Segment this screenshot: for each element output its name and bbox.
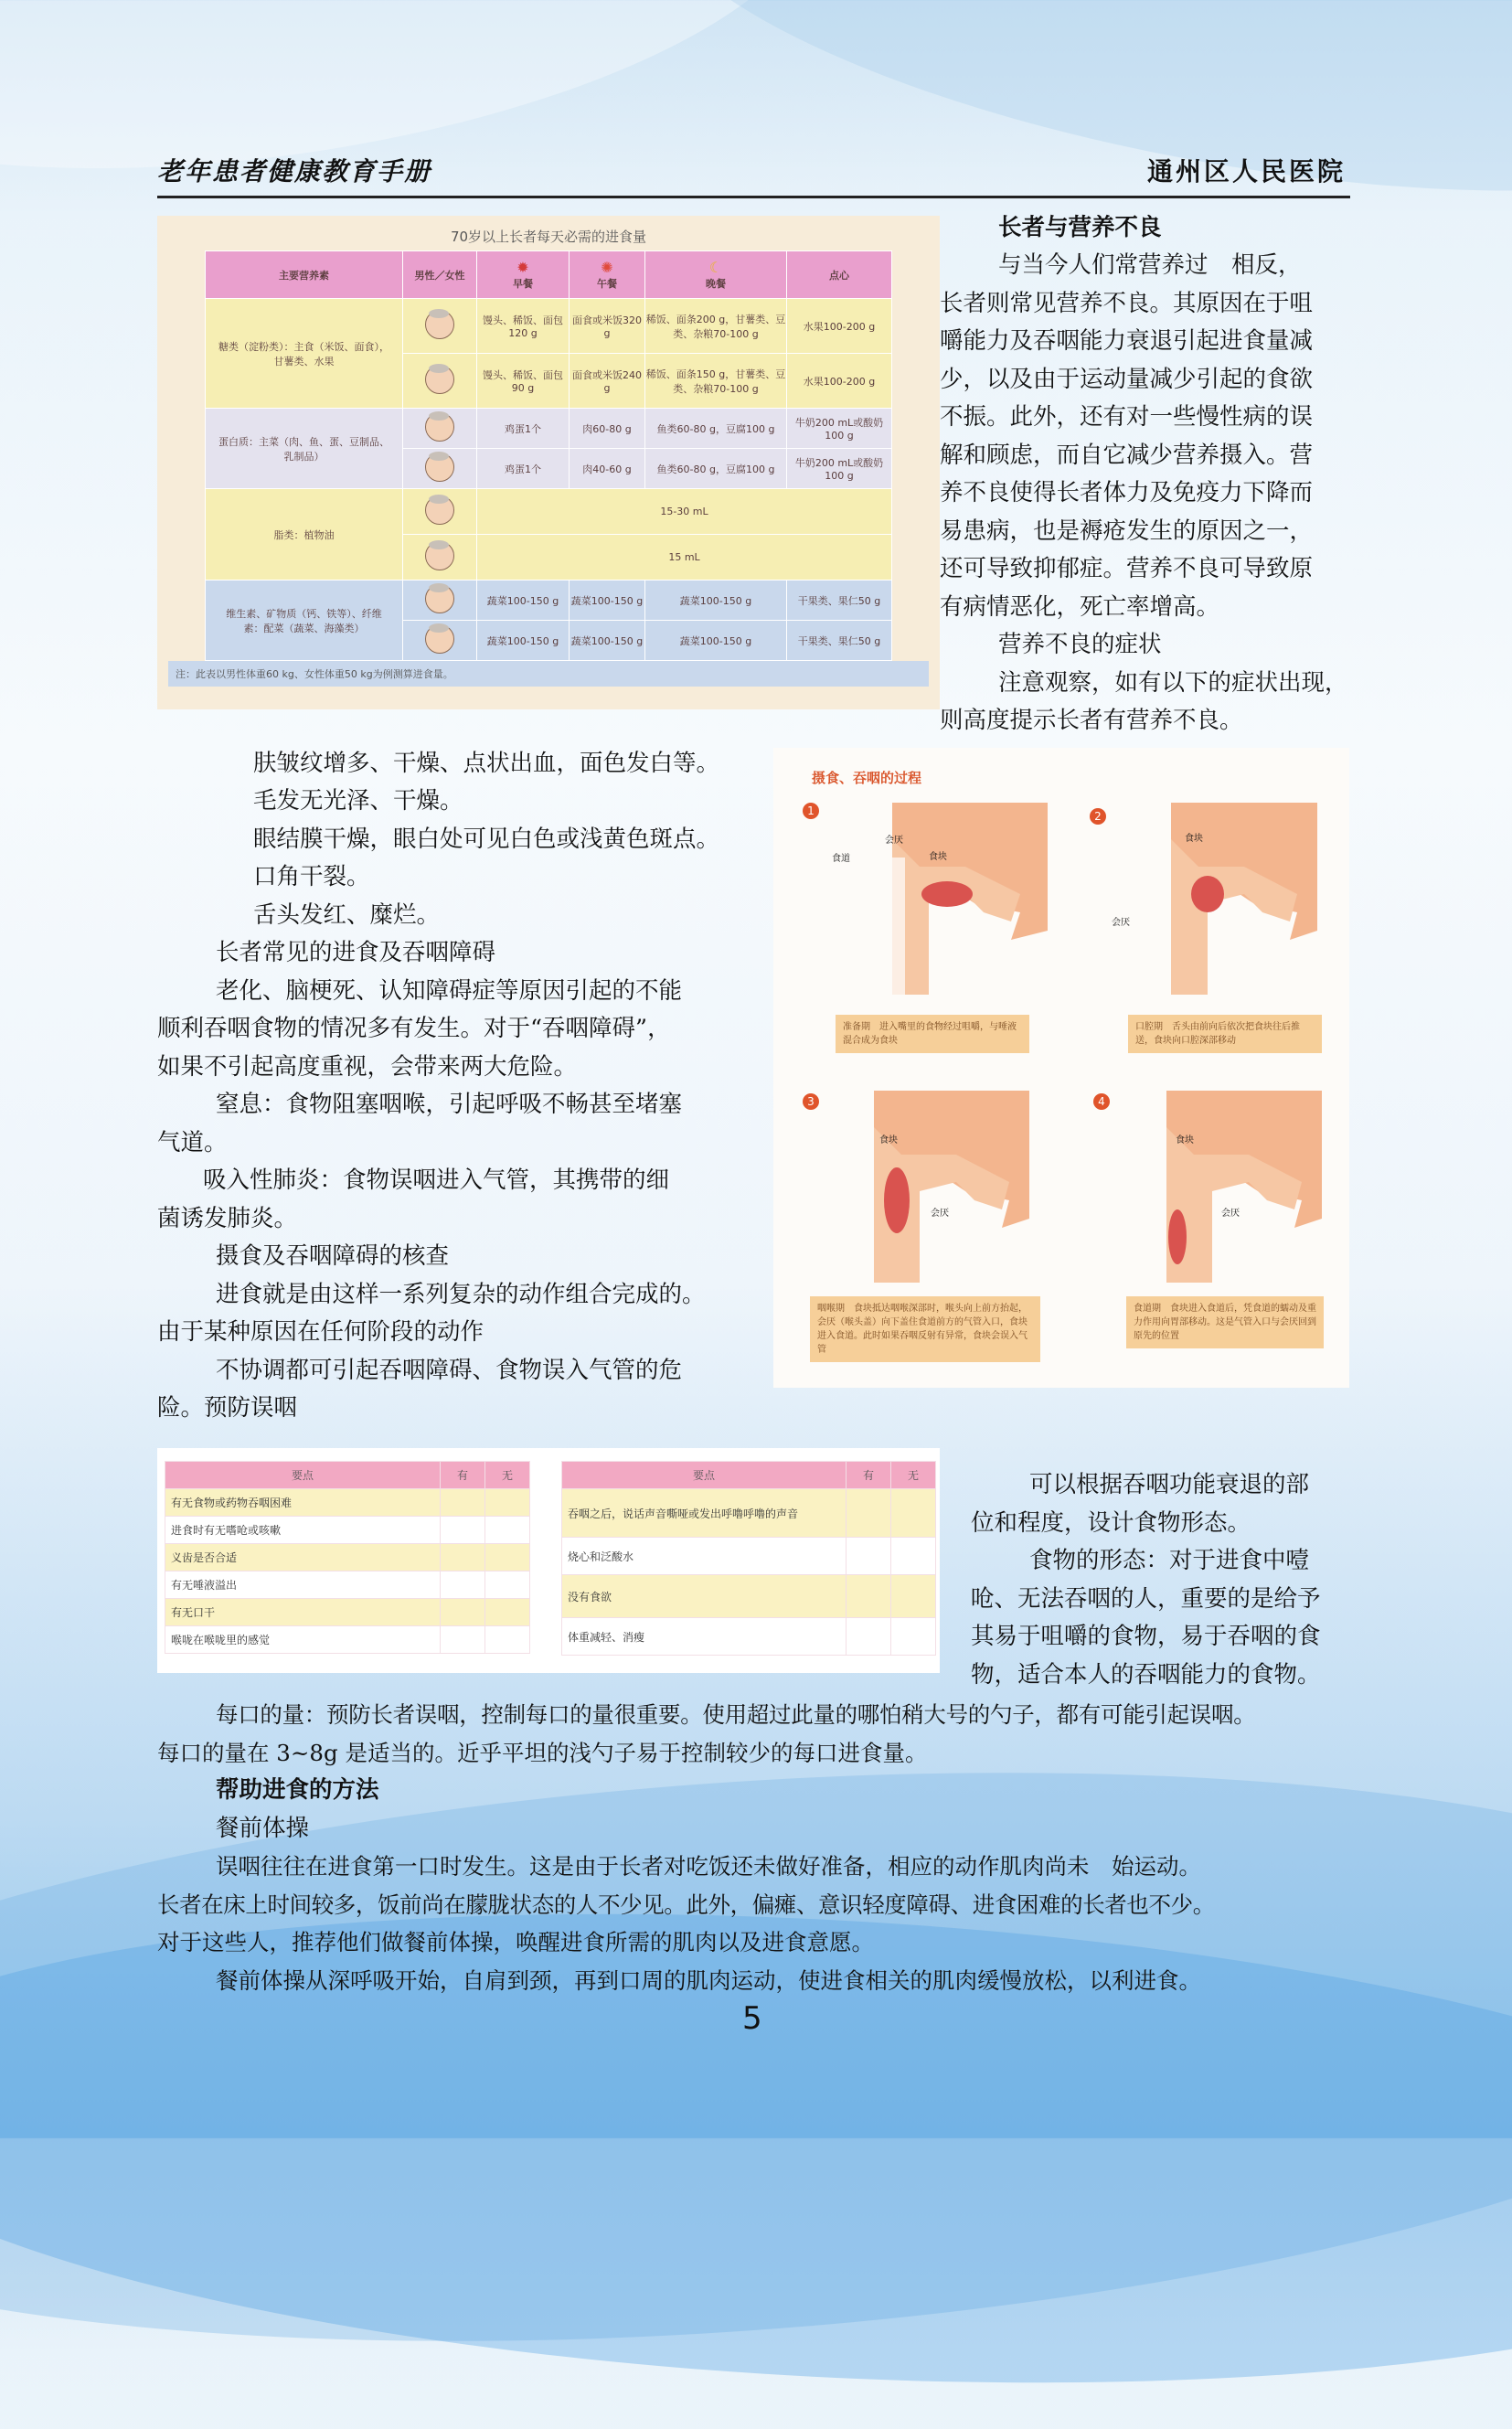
paragraph-line: 误咽往往在进食第一口时发生。这是由于长者对吃饭还未做好准备，相应的动作肌肉尚未 始运动。	[216, 1853, 1201, 1880]
col-header: 男性／女性	[403, 251, 477, 299]
paragraph-line: 嚼能力及吞咽能力衰退引起进食量减	[940, 327, 1314, 355]
step1-caption: 准备期 进入嘴里的食物经过咀嚼，与唾液混合成为食块	[836, 1015, 1029, 1053]
table-cell: 干果类、果仁50 g	[787, 621, 892, 661]
anatomy-label: 会厌	[931, 1209, 949, 1219]
checkbox-yes[interactable]	[847, 1575, 891, 1618]
step-number: 4	[1093, 1093, 1110, 1110]
checklist-item: 喉咙在喉咙里的感觉	[165, 1626, 441, 1654]
paragraph-line: 进食就是由这样一系列复杂的动作组合完成的。	[216, 1281, 706, 1308]
table-cell: 馒头、稀饭、面包120 g	[477, 299, 570, 354]
table-cell: 15-30 mL	[477, 489, 892, 535]
paragraph-line: 其易于咀嚼的食物，易于吞咽的食	[971, 1623, 1321, 1650]
paragraph-line: 还可导致抑郁症。营养不良可导致原	[940, 555, 1314, 582]
table-cell: 稀饭、面条200 g，甘薯类、豆类、杂粮70-100 g	[645, 299, 787, 354]
checklist-item: 体重减轻、消瘦	[562, 1618, 847, 1656]
col-header: ✹ 早餐	[477, 251, 570, 299]
female-face-icon	[425, 453, 454, 482]
step-number: 1	[803, 803, 819, 819]
checkbox-yes[interactable]	[847, 1618, 891, 1656]
paragraph-line: 顺利吞咽食物的情况多有发生。对于“吞咽障碍”，	[157, 1015, 671, 1042]
paragraph-line: 解和顾虑，而自它减少营养摄入。营	[940, 442, 1314, 469]
swallowing-checklist-figure	[157, 1448, 940, 1673]
checkbox-yes[interactable]	[441, 1517, 485, 1544]
symptom-item: 眼结膜干燥，眼白处可见白色或浅黄色斑点。	[253, 826, 720, 853]
swallow-step1-illustration	[837, 803, 1048, 995]
checkbox-no[interactable]	[485, 1517, 530, 1544]
anatomy-label: 食块	[929, 852, 947, 862]
table-cell: 蔬菜100-150 g	[645, 621, 787, 661]
subheading-symptoms: 营养不良的症状	[998, 631, 1162, 658]
checkbox-yes[interactable]	[441, 1489, 485, 1517]
anatomy-label: 会厌	[885, 836, 903, 846]
paragraph-line: 少，以及由于运动量减少引起的食欲	[940, 366, 1314, 393]
paragraph-line: 每口的量在 3~8g 是适当的。近乎平坦的浅勺子易于控制较少的每口进食量。	[157, 1740, 928, 1766]
paragraph-line: 食物的形态：对于进食中噎	[1029, 1547, 1310, 1574]
checkbox-no[interactable]	[485, 1489, 530, 1517]
paragraph-line: 养不良使得长者体力及免疫力下降而	[940, 479, 1314, 506]
checkbox-yes[interactable]	[441, 1544, 485, 1571]
paragraph-line: 不振。此外，还有对一些慢性病的误	[940, 403, 1314, 431]
female-face-icon	[425, 541, 454, 570]
header-rule	[157, 196, 1350, 198]
table-cell: 干果类、果仁50 g	[787, 581, 892, 621]
paragraph-line: 呛、无法吞咽的人，重要的是给予	[971, 1585, 1321, 1613]
table-cell: 鱼类60-80 g，豆腐100 g	[645, 409, 787, 449]
sun-icon: ✺	[601, 259, 613, 276]
col-header: 点心	[787, 251, 892, 299]
table-cell: 水果100-200 g	[787, 354, 892, 409]
section-heading-feeding-help: 帮助进食的方法	[216, 1776, 379, 1804]
checkbox-yes[interactable]	[847, 1489, 891, 1538]
paragraph-line: 如果不引起高度重视，会带来两大危险。	[157, 1053, 578, 1081]
checkbox-yes[interactable]	[847, 1538, 891, 1575]
col-header: 主要营养素	[206, 251, 403, 299]
paragraph-line: 吸入性肺炎：食物误咽进入气管，其携带的细	[203, 1167, 670, 1194]
table-cell: 蔬菜100-150 g	[570, 581, 645, 621]
paragraph-line: 不协调都可引起吞咽障碍、食物误入气管的危	[216, 1357, 683, 1384]
page-number: 5	[742, 2000, 762, 2037]
table-cell: 牛奶200 mL或酸奶100 g	[787, 409, 892, 449]
checkbox-no[interactable]	[485, 1626, 530, 1654]
paragraph-line: 物，适合本人的吞咽能力的食物。	[971, 1661, 1321, 1689]
col-header: 有	[847, 1462, 891, 1489]
checklist-item: 进食时有无嗜呛或咳嗽	[165, 1517, 441, 1544]
table-cell: 馒头、稀饭、面包90 g	[477, 354, 570, 409]
checklist-item: 有无唾液溢出	[165, 1571, 441, 1599]
table-cell: 牛奶200 mL或酸奶100 g	[787, 449, 892, 489]
table-cell: 稀饭、面条150 g，甘薯类、豆类、杂粮70-100 g	[645, 354, 787, 409]
table-cell: 蔬菜100-150 g	[570, 621, 645, 661]
hospital-name: 通州区人民医院	[1146, 156, 1346, 186]
symptom-item: 毛发无光泽、干燥。	[253, 787, 463, 815]
checkbox-yes[interactable]	[441, 1626, 485, 1654]
page-header	[157, 152, 1346, 188]
nutrient-name: 蛋白质：主菜（肉、鱼、蛋、豆制品、乳制品）	[206, 409, 403, 489]
checklist-item: 有无口干	[165, 1599, 441, 1626]
table-cell: 鸡蛋1个	[477, 409, 570, 449]
paragraph-line: 气道。	[157, 1129, 228, 1156]
checkbox-no[interactable]	[891, 1575, 936, 1618]
sun-icon: ✹	[516, 259, 529, 276]
male-face-icon	[425, 584, 454, 613]
female-face-icon	[425, 365, 454, 394]
table-cell: 肉60-80 g	[570, 409, 645, 449]
checklist-item: 吞咽之后，说话声音嘶哑或发出呼噜呼噜的声音	[562, 1489, 847, 1538]
nutrient-name: 脂类：植物油	[206, 489, 403, 581]
paragraph-line: 有病情恶化，死亡率增高。	[940, 593, 1220, 621]
paragraph-line: 窒息：食物阻塞咽喉，引起呼吸不畅甚至堵塞	[216, 1091, 683, 1118]
step4-caption: 食道期 食块进入食道后，凭食道的蠕动及重力作用向胃部移动。这是气管入口与会厌回到原先的位置	[1126, 1296, 1324, 1348]
nutrition-table-figure	[157, 216, 940, 709]
nutrition-table-note: 注：此表以男性体重60 kg、女性体重50 kg为例测算进食量。	[168, 661, 929, 687]
checkbox-yes[interactable]	[441, 1571, 485, 1599]
paragraph-line: 位和程度，设计食物形态。	[971, 1509, 1251, 1537]
anatomy-label: 食块	[879, 1135, 898, 1145]
paragraph-line: 每口的量：预防长者误咽，控制每口的量很重要。使用超过此量的哪怕稍大号的勺子，都有可能引起误咽。	[216, 1701, 1256, 1728]
col-header: 要点	[562, 1462, 847, 1489]
col-header: ✺ 午餐	[570, 251, 645, 299]
subheading-swallowing: 长者常见的进食及吞咽障碍	[216, 939, 496, 966]
checklist-item: 义齿是否合适	[165, 1544, 441, 1571]
anatomy-label: 食块	[1185, 834, 1203, 844]
female-face-icon	[425, 624, 454, 654]
col-header: 无	[891, 1462, 936, 1489]
subheading-pre-meal-exercise: 餐前体操	[216, 1815, 310, 1842]
nutrition-table-title: 70岁以上长者每天必需的进食量	[450, 229, 647, 245]
swallow-step4-illustration	[1139, 1091, 1322, 1283]
paragraph-line: 老化、脑梗死、认知障碍症等原因引起的不能	[216, 977, 683, 1005]
checkbox-no[interactable]	[485, 1599, 530, 1626]
checklist-right-table	[561, 1461, 936, 1656]
paragraph-line: 长者在床上时间较多，饭前尚在朦胧状态的人不少见。此外，偏瘫、意识轻度障碍、进食困难的长者也不少。	[157, 1891, 1215, 1918]
male-face-icon	[425, 495, 454, 525]
step-number: 2	[1090, 808, 1106, 825]
handbook-title: 老年患者健康教育手册	[157, 156, 432, 186]
paragraph-line: 险。预防误咽	[157, 1394, 298, 1422]
moon-icon: ☾	[708, 259, 723, 276]
checklist-item: 烧心和泛酸水	[562, 1538, 847, 1575]
table-cell: 水果100-200 g	[787, 299, 892, 354]
checkbox-yes[interactable]	[441, 1599, 485, 1626]
col-header: 无	[485, 1462, 530, 1489]
checklist-item: 有无食物或药物吞咽困难	[165, 1489, 441, 1517]
paragraph-line: 注意观察，如有以下的症状出现，	[998, 669, 1348, 697]
table-cell: 肉40-60 g	[570, 449, 645, 489]
table-cell: 15 mL	[477, 535, 892, 581]
table-cell: 蔬菜100-150 g	[645, 581, 787, 621]
anatomy-label: 会厌	[1112, 918, 1130, 928]
table-cell: 鸡蛋1个	[477, 449, 570, 489]
swallow-step2-illustration	[1134, 803, 1317, 995]
paragraph-line: 易患病，也是褥疮发生的原因之一，	[940, 517, 1314, 545]
checkbox-no[interactable]	[891, 1489, 936, 1538]
nutrient-name: 糖类（淀粉类）：主食（米饭、面食），甘薯类、水果	[206, 299, 403, 409]
col-header: 要点	[165, 1462, 441, 1489]
step-number: 3	[803, 1093, 819, 1110]
paragraph-line: 与当今人们常营养过 相反，	[998, 251, 1302, 279]
nutrition-table	[205, 250, 892, 661]
section-heading-malnutrition: 长者与营养不良	[998, 214, 1162, 241]
anatomy-label: 食块	[1176, 1135, 1194, 1145]
swallowing-process-figure	[773, 748, 1349, 1388]
checkbox-no[interactable]	[891, 1538, 936, 1575]
paragraph-line: 由于某种原因在任何阶段的动作	[157, 1318, 484, 1346]
table-cell: 蔬菜100-150 g	[477, 581, 570, 621]
col-header: 有	[441, 1462, 485, 1489]
symptom-item: 口角干裂。	[253, 863, 370, 890]
table-cell: 面食或米饭320 g	[570, 299, 645, 354]
checklist-left-table	[165, 1461, 530, 1654]
table-cell: 鱼类60-80 g，豆腐100 g	[645, 449, 787, 489]
step3-caption: 咽喉期 食块抵达咽喉深部时，喉头向上前方抬起，会厌（喉头盖）向下盖住食道前方的气管入口，食块进入食道。此时如果吞咽反射有异常，食块会误入气管	[810, 1296, 1040, 1362]
anatomy-label: 食道	[832, 854, 850, 864]
col-header: ☾ 晚餐	[645, 251, 787, 299]
checklist-item: 没有食欲	[562, 1575, 847, 1618]
step2-caption: 口腔期 舌头由前向后依次把食块往后推送，食块向口腔深部移动	[1128, 1015, 1322, 1053]
male-face-icon	[425, 412, 454, 442]
male-face-icon	[425, 310, 454, 339]
subheading-check: 摄食及吞咽障碍的核查	[216, 1242, 450, 1270]
paragraph-line: 餐前体操从深呼吸开始，自肩到颈，再到口周的肌肉运动，使进食相关的肌肉缓慢放松，以利进食。	[216, 1967, 1201, 1994]
anatomy-label: 会厌	[1221, 1209, 1240, 1219]
swallow-step3-illustration	[847, 1091, 1029, 1283]
paragraph-line: 菌诱发肺炎。	[157, 1205, 298, 1232]
paragraph-line: 长者则常见营养不良。其原因在于咀	[940, 290, 1314, 317]
symptom-item: 肤皱纹增多、干燥、点状出血，面色发白等。	[253, 750, 720, 777]
checkbox-no[interactable]	[891, 1618, 936, 1656]
paragraph-line: 对于这些人，推荐他们做餐前体操，唤醒进食所需的肌肉以及进食意愿。	[157, 1929, 874, 1955]
paragraph-line: 可以根据吞咽功能衰退的部	[1029, 1471, 1310, 1498]
symptom-item: 舌头发红、糜烂。	[253, 901, 441, 929]
nutrient-name: 维生素、矿物质（钙、铁等）、纤维素：配菜（蔬菜、海藻类）	[206, 581, 403, 661]
table-cell: 蔬菜100-150 g	[477, 621, 570, 661]
figure-title: 摄食、吞咽的过程	[812, 770, 922, 786]
paragraph-line: 则高度提示长者有营养不良。	[940, 707, 1243, 734]
table-cell: 面食或米饭240 g	[570, 354, 645, 409]
checkbox-no[interactable]	[485, 1571, 530, 1599]
checkbox-no[interactable]	[485, 1544, 530, 1571]
